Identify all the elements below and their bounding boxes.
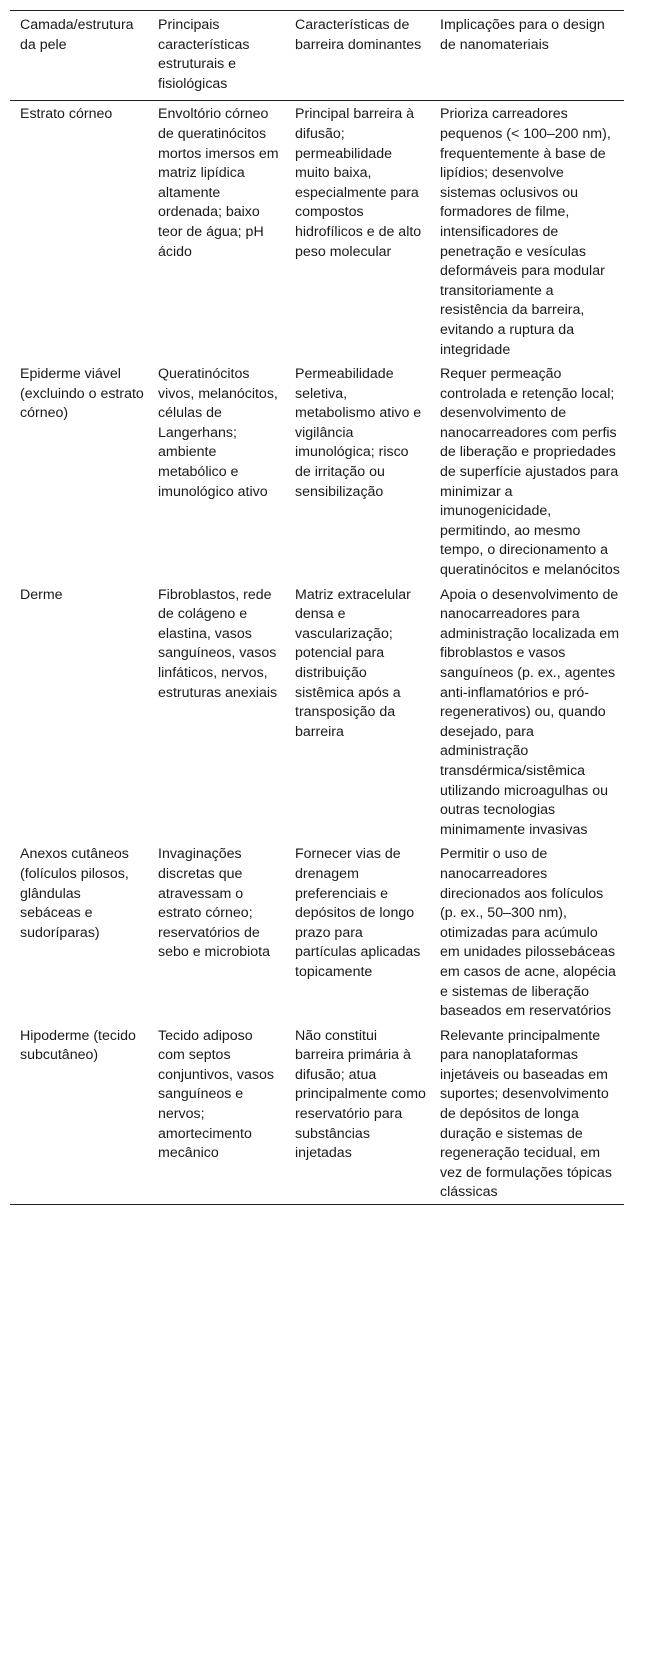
- cell-barrier: Fornecer vias de drenagem preferenciais e depósitos de longo prazo para partículas aplicadas topicamente: [295, 846, 421, 980]
- cell-layer: Derme: [20, 586, 63, 603]
- cell-characteristics: Tecido adiposo com septos conjuntivos, vasos sanguíneos e nervos; amortecimento mecânico: [158, 1027, 274, 1162]
- table-row: [10, 101, 624, 361]
- cell-characteristics: Queratinócitos vivos, melanócitos, células de Langerhans; ambiente metabólico e imunológico ativo: [158, 366, 278, 500]
- cell-barrier: Permeabilidade seletiva, metabolismo ativo e vigilância imunológica; risco de irritação ou sensibilização: [295, 366, 422, 500]
- table-body: [10, 101, 624, 1205]
- skin-layers-table: [10, 10, 624, 1205]
- table-header: [10, 11, 624, 101]
- cell-barrier: Principal barreira à difusão; permeabilidade muito baixa, especialmente para compostos hidrofílicos e de alto peso molecular: [295, 106, 422, 260]
- table-row: [10, 582, 624, 842]
- cell-implications: Prioriza carreadores pequenos (< 100–200 nm), frequentemente à base de lipídios; desenvolve sistemas oclusivos ou formadores de filme, intensificadores de penetração e vesículas deformáveis para modular transitoriamente a resistência da barreira, evitando a ruptura da integridade: [440, 106, 611, 358]
- header-implications: Implicações para o design de nanomateriais: [440, 17, 605, 53]
- table-row: [10, 841, 624, 1022]
- cell-barrier: Não constitui barreira primária à difusão; atua principalmente como reservatório para substâncias injetadas: [295, 1027, 426, 1162]
- cell-implications: Requer permeação controlada e retenção local; desenvolvimento de nanocarreadores com perfis de liberação e propriedades de superfície ajustados para minimizar a imunogenicidade, permitindo, ao mesmo tempo, o direcionamento a queratinócitos e melanócitos: [440, 366, 620, 579]
- cell-layer: Estrato córneo: [20, 106, 113, 123]
- cell-implications: Relevante principalmente para nanoplataformas injetáveis ou baseadas em suportes; desenvolvimento de depósitos de longa duração e sistemas de regeneração tecidual, em vez de formulações tópicas clássicas: [440, 1027, 612, 1201]
- cell-layer: Hipoderme (tecido subcutâneo): [20, 1027, 136, 1064]
- cell-layer: Anexos cutâneos (folículos pilosos, glândulas sebáceas e sudoríparas): [20, 846, 129, 941]
- cell-barrier: Matriz extracelular densa e vascularização; potencial para distribuição sistêmica após a transposição da barreira: [295, 586, 411, 740]
- cell-implications: Permitir o uso de nanocarreadores direcionados aos folículos (p. ex., 50–300 nm), otimizadas para acúmulo em unidades pilossebáceas em casos de acne, alopécia e sistemas de liberação baseados em reservatórios: [440, 846, 616, 1020]
- table-row: [10, 1023, 624, 1205]
- cell-characteristics: Envoltório córneo de queratinócitos mortos imersos em matriz lipídica altamente ordenada; baixo teor de água; pH ácido: [158, 106, 279, 260]
- cell-layer: Epiderme viável (excluindo o estrato córneo): [20, 366, 144, 422]
- cell-characteristics: Invaginações discretas que atravessam o estrato córneo; reservatórios de sebo e microbiota: [158, 846, 270, 961]
- cell-characteristics: Fibroblastos, rede de colágeno e elastina, vasos sanguíneos, vasos linfáticos, nervos, estruturas anexiais: [158, 586, 278, 701]
- header-layer: Camada/estrutura da pele: [20, 17, 134, 53]
- cell-implications: Apoia o desenvolvimento de nanocarreadores para administração localizada em fibroblastos e vasos sanguíneos (p. ex., agentes anti-inflamatórios e pró-regenerativos) ou, quando desejado, para administração transdérmica/sistêmica utilizando microagulhas ou outras tecnologias minimamente invasivas: [440, 586, 620, 838]
- skin-layers-table-container: [10, 10, 624, 1205]
- header-row: [10, 11, 624, 101]
- header-barrier: Características de barreira dominantes: [295, 17, 422, 53]
- header-characteristics: Principais características estruturais e fisiológicas: [158, 17, 250, 92]
- table-row: [10, 361, 624, 582]
